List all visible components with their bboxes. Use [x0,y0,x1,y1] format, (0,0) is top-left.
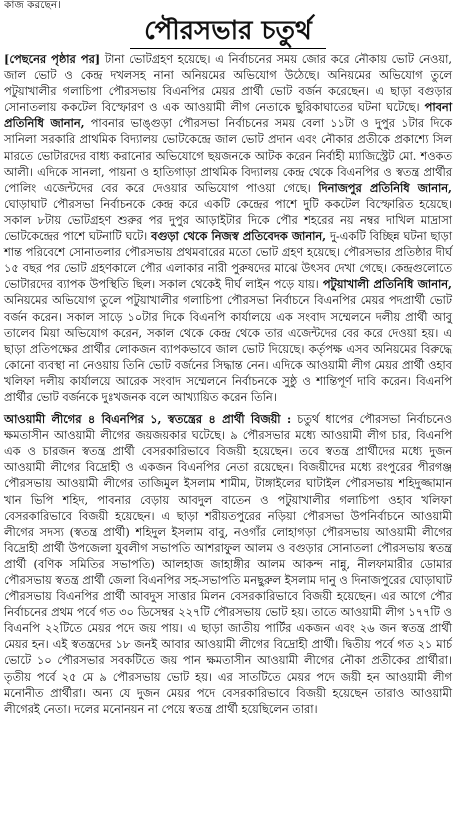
para1-text-d: দু-একটি বিচ্ছিন্ন ঘটনা ছাড়া শান্ত পরিবেশে সোনাতলার পৌরসভায় প্রথমবারের মতো ভোট গ্রহণ হয়েছে। পৌরসভার প্রতিষ্ঠার দীর্ঘ ১৫ বছর পর ভোট গ্রহণকালে পৌর এলাকার নারী পুরুষদের মাঝে উৎসব দেখা গেছে। কেন্দ্রগুলোতে ভোটারদের ব্যাপক উপস্থিতি ছিল। সকাল থেকেই দীর্ঘ লাইন পড়ে যায়। [4,229,452,292]
para1-text-a: টানা ভোটগ্রহণ হয়েছে। এ নির্বাচনের সময় জোর করে নৌকায় ভোট নেওয়া, জাল ভোট ও কেন্দ্র দখলসহ নানা অনিয়মের অভিযোগ উঠেছে। অনিয়মের অভিযোগ তুলে পটুয়াখালীর গলাচিপা পৌরসভায় বিএনপির মেয়র প্রার্থী ভোট বর্জন করেছেন। এ ছাড়া বগুড়ার সোনাতলায় ককটেল বিস্ফোরণ ও এক আওয়ামী লীগ নেতাকে ছুরিকাঘাতের ঘটনা ঘটেছে। [4,52,452,115]
results-subheading: আওয়ামী লীগের ৪ বিএনপির ১, স্বতন্ত্রের ৪ প্রার্থী বিজয়ী : [4,412,292,427]
headline-box [4,14,452,49]
byline-dinajpur: দিনাজপুর প্রতিনিধি জানান, [318,180,452,195]
para1-text-e: অনিয়মের অভিযোগ তুলে পটুয়াখালীর গলাচিপা পৌরসভা নির্বাচনে বিএনপির মেয়র পদপ্রার্থী ভোট বর্জন করেন। সকাল সাড়ে ১০টার দিকে বিএনপি কার্যালয়ে এক সংবাদ সম্মেলনে দলীয় প্রার্থী আবু তালেব মিয়া অভিযোগ করেন, সকাল থেকে কেন্দ্র থেকে তার এজেন্টদের বের করে দেওয়া হয়। এ ছাড়া প্রতিপক্ষের প্রার্থীর লোকজন ব্যাপকভাবে জাল ভোট দিয়েছে। কর্তৃপক্ষ এসব অনিয়মের বিরুদ্ধে কোনো ব্যবস্থা না নেওয়ায় তিনি ভোট বর্জনের সিদ্ধান্ত নেন। এদিকে আওয়ামী লীগ মেয়র প্রার্থী ওহাব খলিফা দলীয় কার্যালয়ে আরেক সংবাদ সম্মেলনে নির্বাচনকে সুষ্ঠু ও শান্তিপূর্ণ দাবি করেন। বিএনপি প্রার্থীর ভোট বর্জনকে দুঃখজনক বলে আখ্যায়িত করেন তিনি। [4,293,452,404]
headline: পৌরসভার চতুর্থ [130,14,326,49]
byline-bogura: বগুড়া থেকে নিজস্ব প্রতিবেদক জানান, [151,229,327,244]
para1-text-b: পাবনার ভাঙ্গুড়া পৌরসভা নির্বাচনের সময় বেলা ১১টা ও দুপুর ১টার দিকে সানিলা সরকারি প্রাথমিক বিদ্যালয় ভোটকেন্দ্রে জাল ভোট প্রদান এবং নৌকার প্রতীকে প্রকাশ্যে সিল মারতে ভোটারদের বাধ্য করানোর অভিযোগে ছয়জনকে আটক করেন নির্বাহী ম্যাজিস্ট্রেট মো. শওকত আলী। এদিকে সানলা, পায়না ও হাতিগাড়া প্রাথমিক বিদ্যালয় কেন্দ্র থেকে বিএনপির ও স্বতন্ত্র প্রার্থীর পোলিং এজেন্টদের বের করে দেওয়ার অভিযোগ পাওয়া গেছে। [4,116,453,195]
byline-patuakhali: পটুয়াখালী প্রতিনিধি জানান, [322,277,452,292]
para2-text: চতুর্থ ধাপের পৌরসভা নির্বাচনেও ক্ষমতাসীন আওয়ামী লীগের জয়জয়কার ঘটেছে। ৯ পৌরসভার মধ্যে আওয়ামী লীগ চার, বিএনপি এক ও চারজন স্বতন্ত্র প্রার্থী বেসরকারিভাবে বিজয়ী হয়েছেন। তবে স্বতন্ত্র প্রার্থীদের মধ্যে দুজন আওয়ামী লীগের বিদ্রোহী ও একজন বিএনপির নেতা রয়েছেন। বিজয়ীদের মধ্যে রংপুরের পীরগঞ্জ পৌরসভায় আওয়ামী লীগের তাজিমুল ইসলাম শামীম, টাঙ্গাইলের ঘাটাইল পৌরসভায় শহিদুজ্জামান খান ভিপি শহিদ, পাবনার বেড়ায় আবদুল বাতেন ও পটুয়াখালীর গলাচিপা ওহাব খলিফা বেসরকারিভাবে বিজয়ী হয়েছেন। এ ছাড়া শরীয়তপুরের নড়িয়া পৌরসভা উপনির্বাচনে আওয়ামী লীগের সদস্য (স্বতন্ত্র প্রার্থী) শহিদুল ইসলাম বাবু, নওগাঁর লোহাগড়া পৌরসভায় আওয়ামী লীগের বিদ্রোহী প্রার্থী উপজেলা যুবলীগ সভাপতি আশরাফুল আলম ও বগুড়ার সোনাতলা পৌরসভায় স্বতন্ত্র প্রার্থী (বণিক সমিতির সভাপতি) আলহাজ জাহাঙ্গীর আলম আকন্দ নান্নু, নীলফামারীর ডোমার পৌরসভায় স্বতন্ত্র প্রার্থী জেলা বিএনপির সহ-সভাপতি মনছুরুল ইসলাম দানু ও দিনাজপুরের ঘোড়াঘাট পৌরসভায় বিএনপির প্রার্থী আবদুস সাত্তার মিলন বেসরকারিভাবে বিজয়ী হয়েছেন। এর আগে পৌর নির্বাচনের প্রথম পর্বে গত ৩০ ডিসেম্বর ২২৭টি পৌরসভায় ভোট হয়। তাতে আওয়ামী লীগ ১৭৭টি ও বিএনপি ২২টিতে মেয়র পদে জয় পায়। এ ছাড়া জাতীয় পার্টির একজন এবং ২৬ জন স্বতন্ত্র প্রার্থী মেয়র হন। এই স্বতন্ত্রদের ১৮ জনই আবার আওয়ামী লীগের বিদ্রোহী প্রার্থী। দ্বিতীয় পর্বে গত ২১ মার্চ ভোটে ১০ পৌরসভার সবকটিতে জয় পান ক্ষমতাসীন আওয়ামী লীগের নৌকা প্রতীকের প্রার্থীরা। তৃতীয় পর্বে ২৫ মে ৯ পৌরসভায় ভোট হয়। এর সাতটিতে মেয়র পদে জয়ী হন আওয়ামী লীগ মনোনীত প্রার্থীরা। অন্য যে দুজন মেয়র পদে বেসরকারিভাবে বিজয়ী হয়েছেন তারাও আওয়ামী লীগেরই নেতা। দলের মনোনয়ন না পেয়ে স্বতন্ত্র প্রার্থী হয়েছিলেন তারা। [4,412,452,716]
para1-text-c: ঘোড়াঘাট পৌরসভা নির্বাচনকে কেন্দ্র করে একটি কেন্দ্রের পাশে দুটি ককটেল বিস্ফোরিত হয়েছে। সকাল ৮টায় ভোটগ্রহণ শুরুর পর দুপুর আড়াইটার দিকে পৌর শহরের নয় নম্বর দাখিল মাদ্রাসা ভোটকেন্দ্রের পাশে ঘটনাটি ঘটে। [4,196,452,244]
previous-article-tail: কাজ করছেন। [4,0,61,11]
continuation-marker: [পেছনের পৃষ্ঠার পর] [4,52,101,66]
byline-pabna: পাবনা প্রতিনিধি জানান, [4,100,452,131]
article-paragraph-1 [4,51,452,405]
article-paragraph-2 [4,411,452,717]
